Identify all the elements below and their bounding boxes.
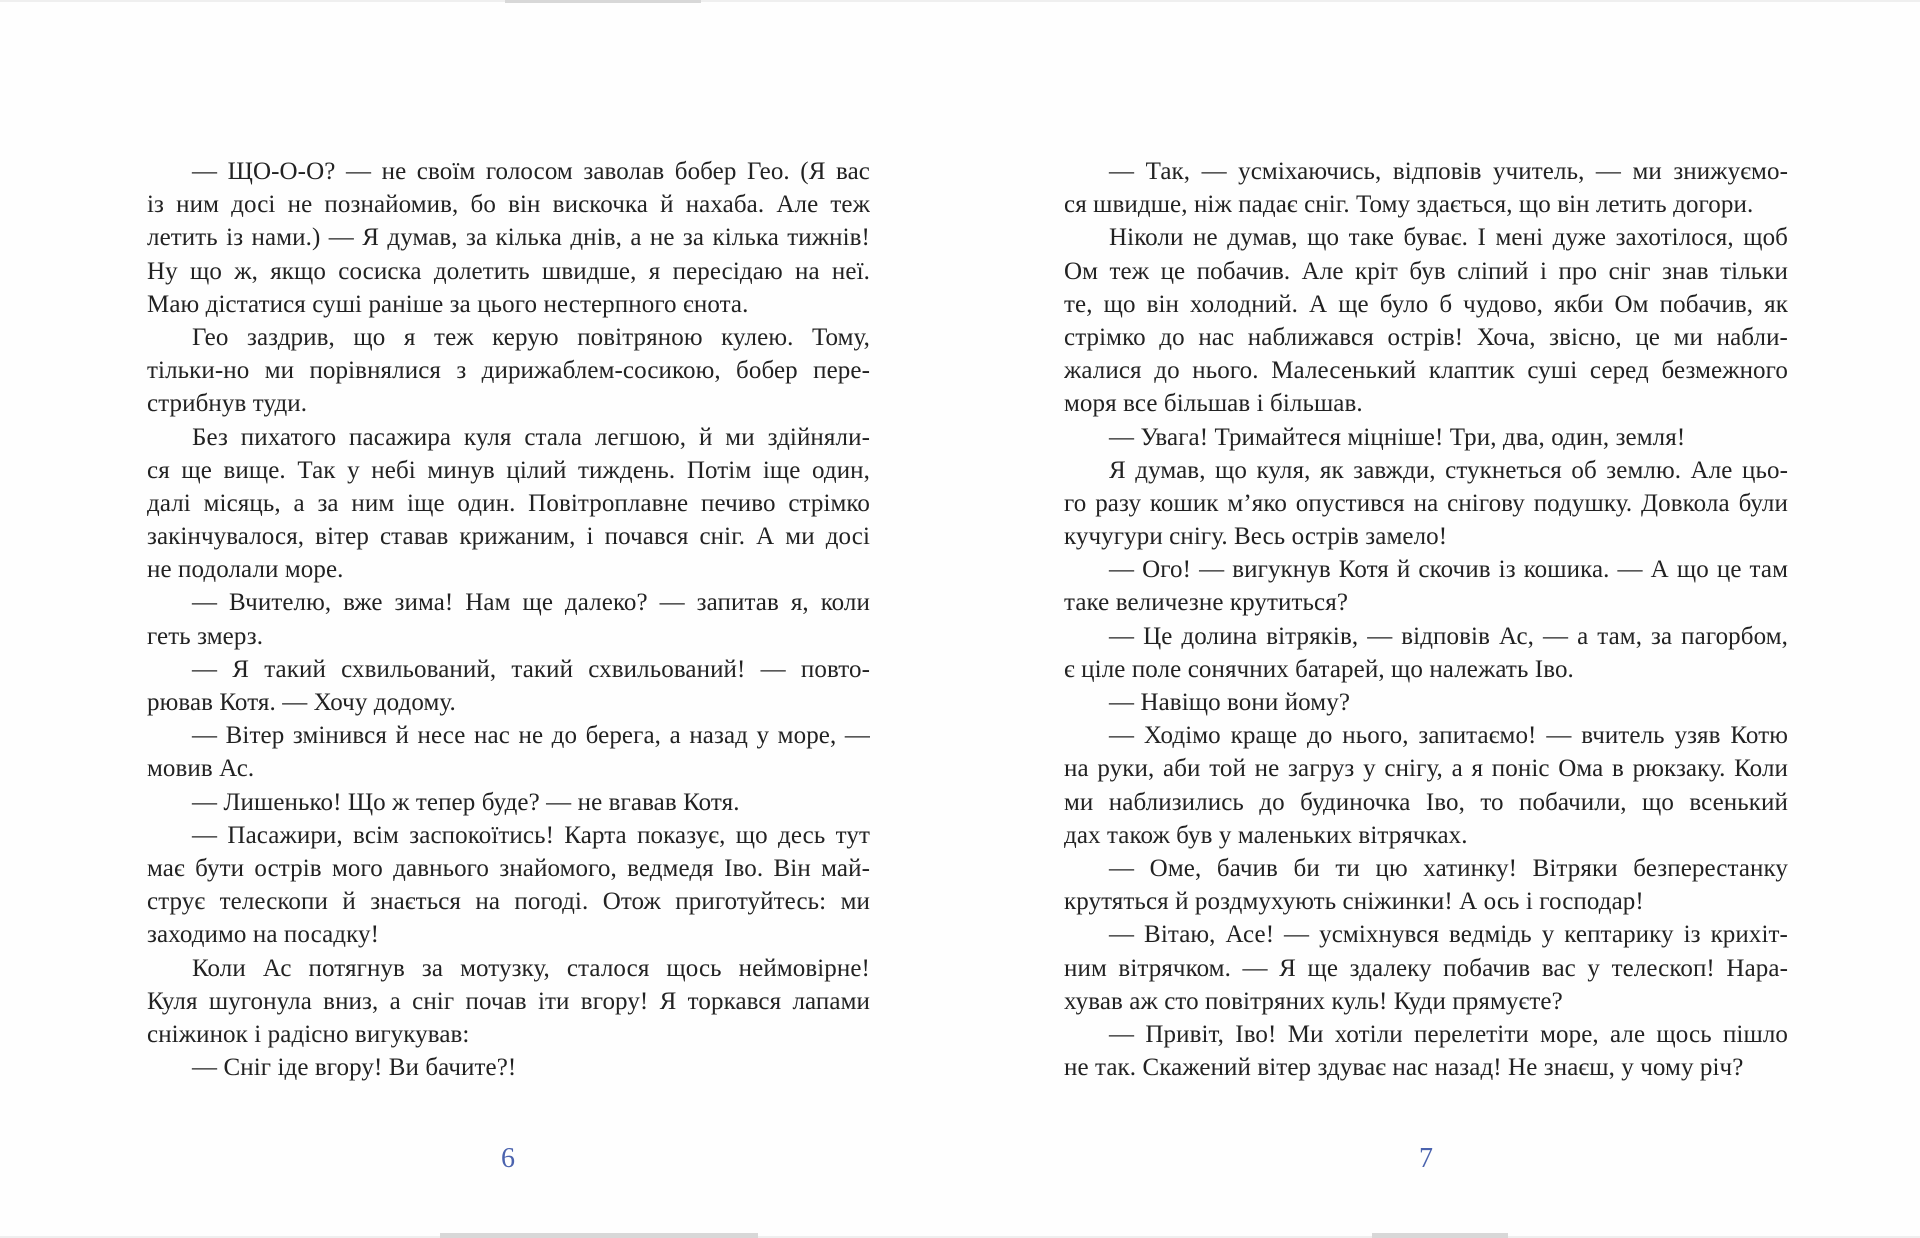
text-line: Маю дістатися суші раніше за цього нестерпного єнота. [147, 290, 749, 318]
text-line: геть змерз. [147, 622, 264, 650]
text-line: далі місяць, а за ним іще один. Повітроплавне печиво стрімко [147, 489, 870, 517]
text-line: струє телескопи й знається на погоді. Отож приготуйтесь: ми [147, 888, 870, 916]
page-left-text [147, 155, 870, 1084]
text-line: Ніколи не думав, що таке буває. І мені дуже захотілося, щоб [1109, 224, 1788, 252]
text-line: — Вітаю, Асе! — усміхнувся ведмідь у кептарику із крихіт- [1109, 921, 1788, 949]
text-line: крутяться й роздмухують сніжинки! А ось і господар! [1064, 888, 1644, 916]
text-line: стрімко до нас наближався острів! Хоча, звісно, це ми набли- [1064, 323, 1788, 351]
text-line: мовив Ас. [147, 755, 255, 783]
text-line: не так. Скажений вітер здуває нас назад! Не знаєш, у чому річ? [1064, 1054, 1744, 1082]
text-line: стрибнув туди. [147, 390, 308, 418]
text-line: — Так, — усміхаючись, відповів учитель, — ми знижуємо- [1109, 158, 1788, 185]
text-line: Ом теж це побачив. Але кріт був сліпий і про сніг знав тільки [1064, 257, 1788, 285]
text-line: те, що він холодний. А ще було б чудово, якби Ом побачив, як [1064, 290, 1788, 318]
text-line: — Оме, бачив би ти цю хатинку! Вітряки безперестанку [1109, 854, 1788, 882]
page-right-text [1064, 155, 1788, 1084]
text-line: тільки-но ми порівнялися з дирижаблем-сосикою, бобер пере- [147, 357, 870, 385]
text-line: Куля шугонула вниз, а сніг почав іти вгору! Я торкався лапами [147, 987, 870, 1015]
text-line: Гео заздрив, що я теж керую повітряною кулею. Тому, [192, 323, 870, 351]
text-line: кучугури снігу. Весь острів замело! [1064, 523, 1448, 551]
text-line: — Увага! Тримайтеся міцніше! Три, два, один, земля! [1109, 423, 1686, 451]
text-line: — Привіт, Іво! Ми хотіли перелетіти море, але щось пішло [1109, 1020, 1788, 1048]
text-line: із ним досі не познайомив, бо він вискочка й нахаба. Але теж [147, 191, 870, 219]
text-line: ся ще вище. Так у небі минув цілий тиждень. Потім іще один, [147, 456, 870, 484]
text-line: го разу кошик м’яко опустився на снігову подушку. Довкола були [1064, 489, 1788, 517]
text-line: летить із нами.) — Я думав, за кілька днів, а не за кілька тижнів! [147, 224, 870, 252]
text-line: закінчувалося, вітер ставав крижаним, і почався сніг. А ми досі [147, 523, 870, 551]
text-line: таке величезне крутиться? [1064, 589, 1349, 617]
text-line: ним вітрячком. — Я ще здалеку побачив вас у телескоп! Нара- [1064, 954, 1788, 982]
text-line: — Сніг іде вгору! Ви бачите?! [192, 1054, 517, 1082]
text-line: Без пихатого пасажира куля стала легшою, й ми здійняли- [192, 423, 870, 451]
text-line: жалися до нього. Малесенький клаптик суші серед безмежного [1064, 357, 1788, 385]
text-line: — Лишенько! Що ж тепер буде? — не вгавав Котя. [192, 788, 740, 816]
bottom-edge-segment-right [1372, 1233, 1508, 1238]
text-line: ми наблизились до будиночка Іво, то побачили, що всенький [1064, 788, 1788, 816]
page-number-left: 6 [501, 1143, 515, 1174]
text-line: — Навіщо вони йому? [1109, 689, 1351, 716]
text-line: на руки, аби той не загруз у снігу, а я поніс Ома в рюкзаку. Коли [1064, 755, 1788, 783]
text-line: хував аж сто повітряних куль! Куди прямуєте? [1064, 987, 1563, 1015]
text-line: Я думав, що куля, як завжди, стукнеться об землю. Але цьо- [1109, 456, 1788, 484]
text-line: — Вітер змінився й несе нас не до берега, а назад у море, — [192, 722, 870, 750]
text-line: має бути острів мого давнього знайомого, ведмедя Іво. Він май- [147, 854, 870, 882]
text-line: — ЩО-О-О? — не своїм голосом заволав бобер Гео. (Я вас [192, 158, 870, 185]
text-line: ся швидше, ніж падає сніг. Тому здається, що він летить догори. [1064, 191, 1754, 219]
text-line: Коли Ас потягнув за мотузку, сталося щось неймовірне! [192, 954, 870, 982]
text-line: — Ходімо краще до нього, запитаємо! — вчитель узяв Котю [1109, 722, 1788, 750]
text-line: Ну що ж, якщо сосиска долетить швидше, я пересідаю на неї. [147, 257, 870, 285]
bottom-edge-segment-left [440, 1233, 758, 1238]
text-line: заходимо на посадку! [147, 921, 380, 949]
text-line: не подолали море. [147, 556, 344, 584]
text-line: рював Котя. — Хочу додому. [147, 689, 456, 716]
top-edge-line [0, 0, 1920, 2]
text-line: — Вчителю, вже зима! Нам ще далеко? — запитав я, коли [192, 589, 870, 617]
text-line: моря все більшав і більшав. [1064, 390, 1363, 418]
top-edge-segment [505, 0, 701, 3]
text-line: є ціле поле сонячних батарей, що належать Іво. [1064, 655, 1574, 683]
text-line: дах також був у маленьких вітрячках. [1064, 821, 1468, 849]
text-line: сніжинок і радісно вигукував: [147, 1020, 470, 1048]
text-line: — Ого! — вигукнув Котя й скочив із кошика. — А що це там [1109, 556, 1788, 584]
text-line: — Пасажири, всім заспокоїтись! Карта показує, що десь тут [192, 821, 870, 849]
page-number-right: 7 [1419, 1143, 1433, 1174]
text-line: — Я такий схвильований, такий схвильований! — повто- [192, 655, 870, 683]
text-line: — Це долина вітряків, — відповів Ас, — а там, за пагорбом, [1109, 622, 1788, 650]
